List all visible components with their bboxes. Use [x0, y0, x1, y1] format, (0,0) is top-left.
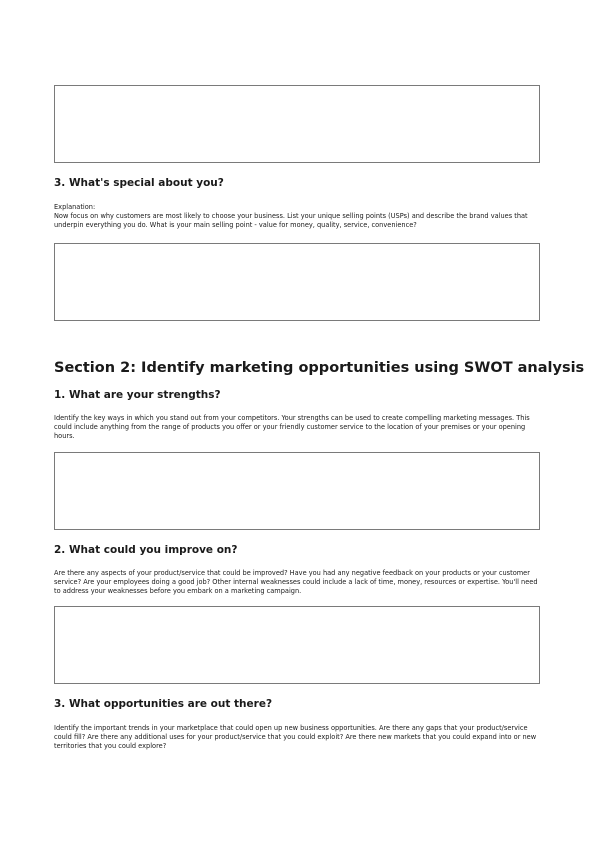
question-heading-special: 3. What's special about you?: [54, 177, 224, 189]
explanation-text: Now focus on why customers are most likely to choose your business. List your unique selling points (USPs) and describe the brand values that underpin everything you do. What is your main selling point - value for money, quality, service, convenience?: [54, 212, 528, 229]
question-heading-opportunities: 3. What opportunities are out there?: [54, 698, 273, 710]
explanation-label: Explanation:: [54, 203, 96, 211]
section-title: Section 2: Identify marketing opportunities using SWOT analysis: [54, 360, 585, 376]
question-text-opportunities: Identify the important trends in your marketplace that could open up new business opportunities. Are there any gaps that your product/service could fill? Are there any additional uses for your product/service that you could exploit? Are there new markets that you could expand into or new territories that you could explore?: [54, 724, 537, 750]
question-heading-improve: 2. What could you improve on?: [54, 544, 238, 556]
answer-box-special[interactable]: [54, 243, 540, 321]
answer-box-strengths[interactable]: [54, 452, 540, 530]
answer-box-previous[interactable]: [54, 85, 540, 163]
answer-box-improve[interactable]: [54, 606, 540, 684]
question-explanation-special: [54, 203, 544, 230]
question-text-strengths: Identify the key ways in which you stand out from your competitors. Your strengths can be used to create compelling marketing messages. This could include anything from the range of products you offer or your friendly customer service to the location of your premises or your opening hours.: [54, 414, 530, 440]
question-text-improve: Are there any aspects of your product/service that could be improved? Have you had any negative feedback on your products or your customer service? Are your employees doing a good job? Other internal weaknesses could include a lack of time, money, resources or expertise. You'll need to address your weaknesses before you embark on a marketing campaign.: [54, 569, 538, 595]
question-heading-strengths: 1. What are your strengths?: [54, 389, 221, 401]
